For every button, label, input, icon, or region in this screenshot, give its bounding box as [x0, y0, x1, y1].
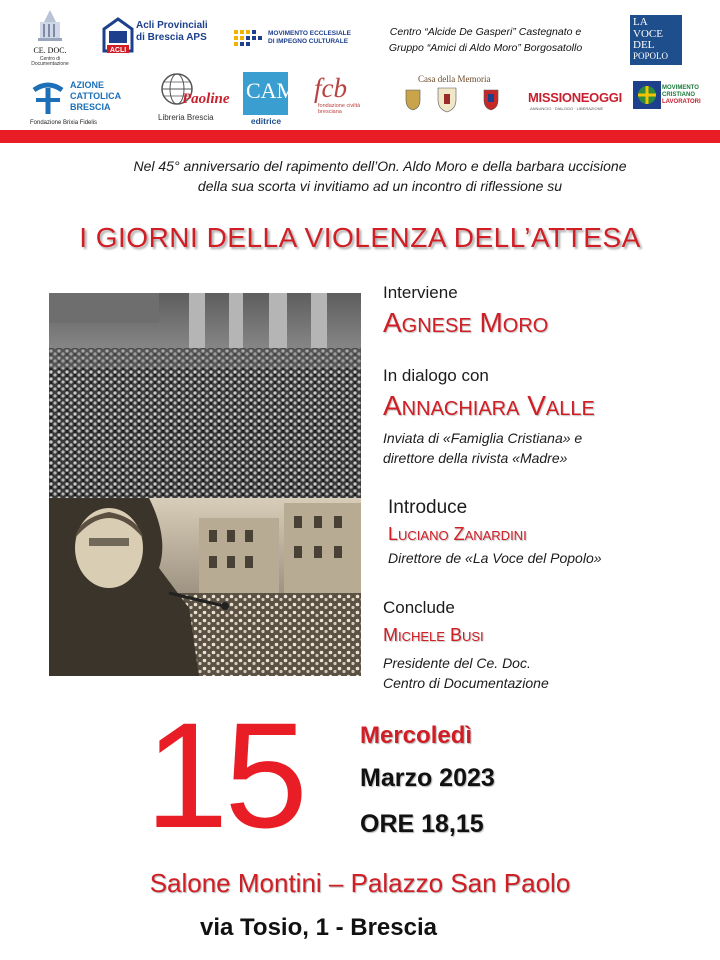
piazza-speech-photo-image — [49, 498, 361, 676]
event-venue: Salone Montini – Palazzo San Paolo — [149, 868, 571, 898]
acli-badge-text: ACLI — [109, 47, 127, 54]
speaker-4-role: Conclude — [383, 598, 455, 617]
voce-line-1: LA — [633, 16, 648, 28]
paoline-sublabel: Libreria Brescia — [158, 113, 214, 122]
speaker-4-name: Michele Busi — [383, 625, 484, 645]
intro-text — [0, 156, 720, 196]
voce-line-3: DEL — [633, 39, 655, 52]
mcl-line-3: LAVORATORI — [662, 98, 701, 105]
acli-logo-icon — [100, 17, 136, 57]
speaker-3-description — [388, 548, 602, 568]
ac-line-2: CATTOLICA — [70, 90, 122, 101]
event-month-year: Marzo 2023 — [360, 764, 495, 792]
crowd-photo-cathedral — [49, 293, 361, 498]
paoline-name: Paoline — [182, 91, 230, 107]
azione-cattolica-name — [70, 80, 140, 112]
speaker-1-role: Interviene — [383, 283, 458, 302]
meic-line-2: DI IMPEGNO CULTURALE — [268, 37, 349, 45]
mcl-logo-icon — [632, 80, 662, 110]
ac-line-1: AZIONE — [70, 80, 105, 90]
fcb-sublabel: fondazione civiltà bresciana — [318, 103, 361, 116]
centro-line-2: Gruppo “Amici di Aldo Moro” Borgosatollo — [388, 42, 583, 55]
event-address: via Tosio, 1 - Brescia — [200, 914, 437, 941]
intro-line-1: Nel 45° anniversario del rapimento dell’On. Aldo Moro e della barbara uccisione — [133, 158, 627, 174]
cam-logo-letters: CAM — [246, 78, 297, 103]
event-time: ORE 18,15 — [360, 810, 484, 838]
logo-strip — [0, 0, 720, 130]
voce-logo-text — [631, 17, 683, 61]
acli-name — [136, 20, 226, 43]
cam-sublabel: editrice — [250, 116, 282, 126]
fcb-logo: fcb — [314, 73, 347, 103]
casa-memoria-seals-icon — [400, 86, 510, 120]
meic-line-1: MOVIMENTO ECCLESIALE — [268, 30, 351, 37]
casa-memoria-title: Casa della Memoria — [418, 74, 491, 84]
speaker-1-name: Agnese Moro — [383, 307, 549, 338]
speaker-3-desc-line-1: Direttore de «La Voce del Popolo» — [388, 550, 602, 566]
speaker-2-desc-line-2: direttore della rivista «Madre» — [383, 450, 568, 466]
speaker-3-role: Introduce — [388, 497, 468, 518]
piazza-speech-photo — [49, 498, 361, 676]
event-title: I GIORNI DELLA VIOLENZA DELL’ATTESA — [79, 222, 641, 253]
meic-logo-icon — [232, 28, 268, 48]
missione-oggi-name: MISSIONEOGGI — [528, 90, 622, 105]
speaker-4-desc-line-1: Presidente del Ce. Doc. — [383, 655, 531, 671]
mcl-name — [662, 85, 704, 106]
voce-line-4: POPOLO — [633, 50, 669, 61]
red-divider-bar — [0, 130, 720, 143]
fondazione-label: Fondazione Brixia Fidelis — [30, 120, 98, 126]
speaker-2-name: Annachiara Valle — [383, 390, 595, 421]
ac-line-3: BRESCIA — [70, 101, 111, 112]
event-weekday: Mercoledì — [360, 722, 473, 749]
speaker-4-description — [383, 653, 549, 693]
speaker-2-description — [383, 428, 582, 468]
missione-oggi-sublabel: ANNUNCIO · DIALOGO · LIBERAZIONE — [530, 106, 604, 111]
crowd-photo-cathedral-image — [49, 293, 361, 498]
acli-line-2: di Brescia APS — [136, 31, 207, 43]
azione-cattolica-logo-icon — [28, 78, 68, 118]
event-day-number: 15 — [145, 691, 304, 859]
centro-degasperi-text — [368, 24, 603, 57]
speaker-4-desc-line-2: Centro di Documentazione — [383, 675, 549, 691]
cedoc-sublabel: Centro di Documentazione — [31, 56, 69, 68]
speaker-2-role: In dialogo con — [383, 366, 489, 385]
mcl-line-1: MOVIMENTO — [662, 85, 699, 91]
speaker-3-name: Luciano Zanardini — [388, 524, 527, 544]
mcl-line-2: CRISTIANO — [662, 91, 695, 98]
acli-line-1: Acli Provinciali — [136, 20, 208, 31]
voce-line-2: VOCE — [633, 27, 663, 40]
meic-name — [268, 30, 358, 46]
speaker-2-desc-line-1: Inviata di «Famiglia Cristiana» e — [383, 430, 583, 446]
cedoc-logo-icon — [34, 8, 66, 46]
centro-line-1: Centro “Alcide De Gasperi” Castegnato e — [389, 26, 582, 38]
intro-line-2: della sua scorta vi invitiamo ad un incontro di riflessione su — [197, 178, 563, 194]
cedoc-label: CE. DOC. — [33, 46, 67, 55]
